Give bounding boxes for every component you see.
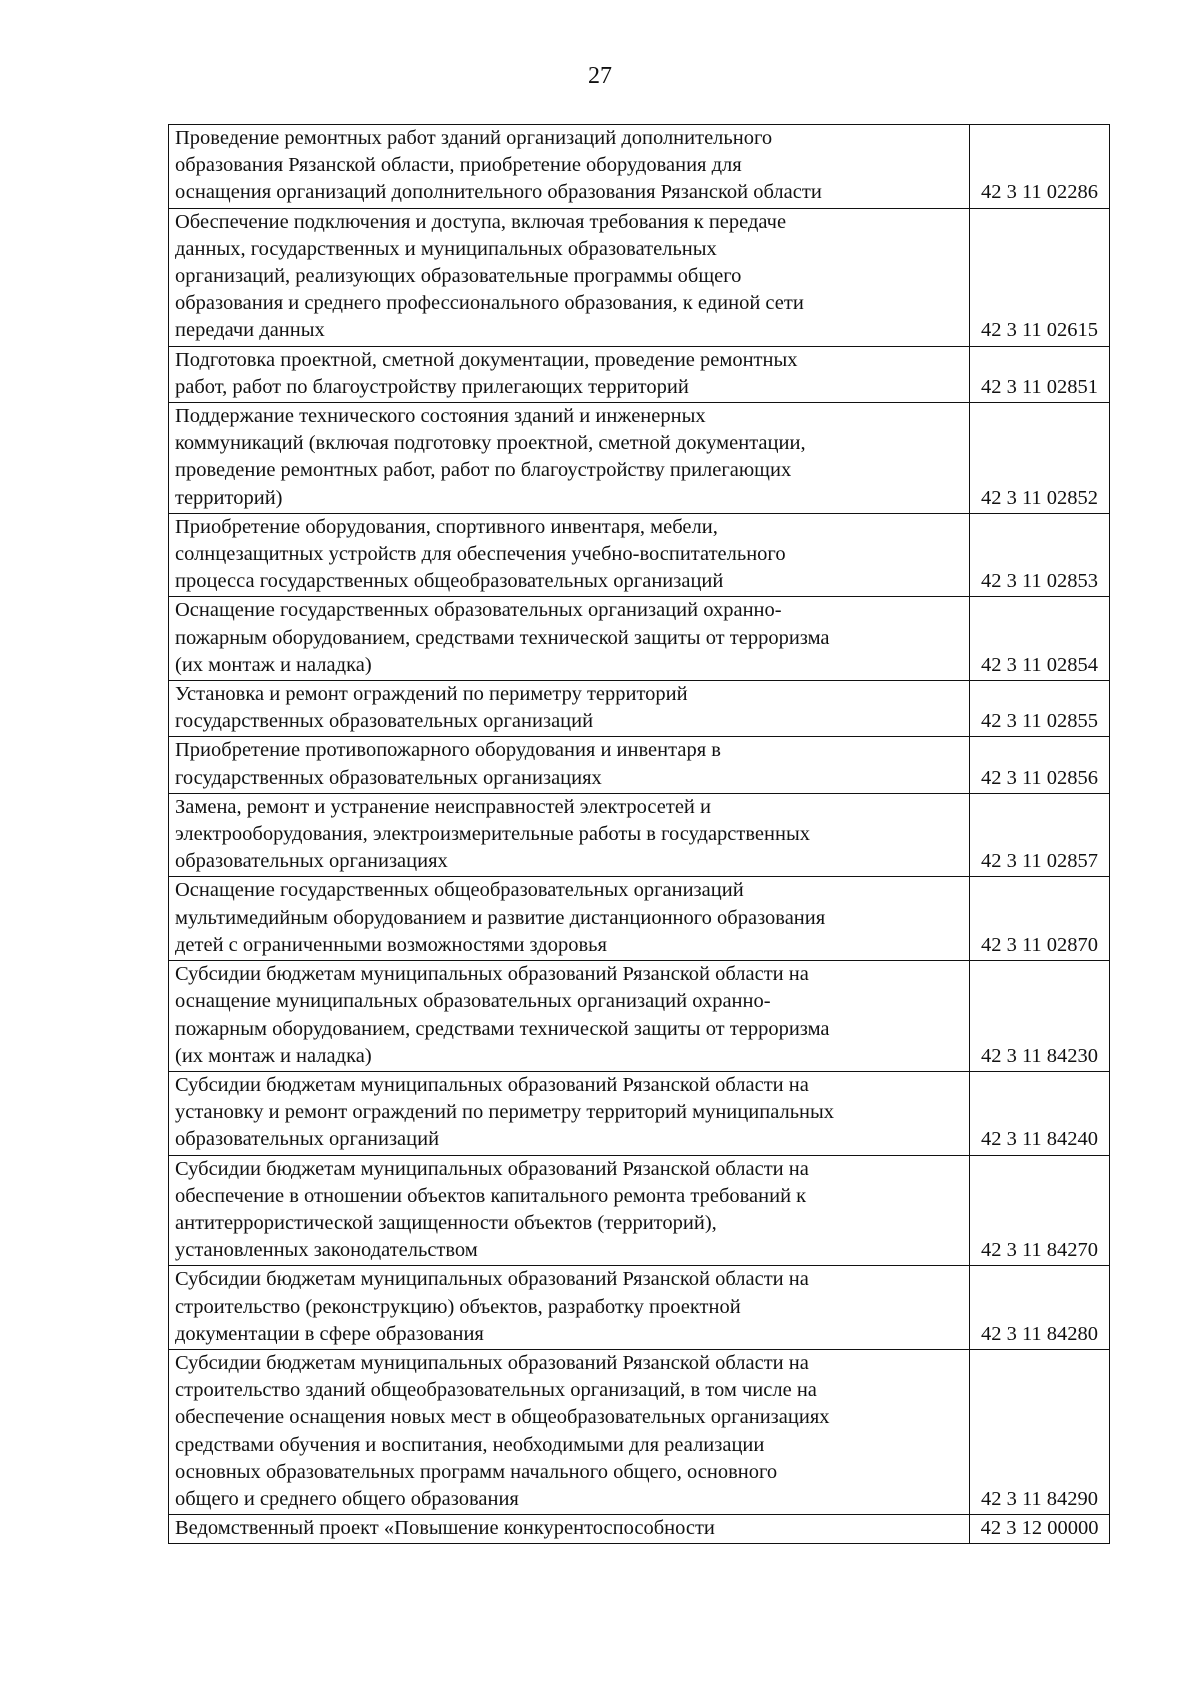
- table-row: [169, 1349, 1110, 1514]
- table-row: [169, 513, 1110, 597]
- row-code-cell: 42 3 12 00000: [970, 1515, 1110, 1544]
- page-number: 27: [588, 63, 612, 89]
- classification-table-body: [169, 125, 1110, 1544]
- row-code-cell: 42 3 11 84280: [970, 1266, 1110, 1350]
- row-name-cell: Субсидии бюджетам муниципальных образований Рязанской области на строительство (реконструкцию) объектов, разработку проектной документации в сфере образования: [169, 1266, 970, 1350]
- table-row: [169, 681, 1110, 737]
- row-code-cell: 42 3 11 02286: [970, 125, 1110, 209]
- row-name-cell: Оснащение государственных образовательных организаций охранно- пожарным оборудованием, средствами технической защиты от терроризма (их монтаж и наладка): [169, 597, 970, 681]
- row-code-cell: 42 3 11 84270: [970, 1155, 1110, 1266]
- table-row: [169, 125, 1110, 209]
- row-name-cell: Обеспечение подключения и доступа, включая требования к передаче данных, государственных и муниципальных образовательных организаций, реализующих образовательные программы общего образования и среднего профессионального образования, к единой сети передачи данных: [169, 208, 970, 346]
- row-code-cell: 42 3 11 02851: [970, 346, 1110, 402]
- row-code-cell: 42 3 11 84290: [970, 1349, 1110, 1514]
- row-name-cell: Замена, ремонт и устранение неисправностей электросетей и электрооборудования, электроизмерительные работы в государственных образовательных организациях: [169, 793, 970, 877]
- table-row: [169, 346, 1110, 402]
- table-row: [169, 877, 1110, 961]
- row-name-cell: Субсидии бюджетам муниципальных образований Рязанской области на установку и ремонт ограждений по периметру территорий муниципальных образовательных организаций: [169, 1071, 970, 1155]
- row-code-cell: 42 3 11 84230: [970, 961, 1110, 1072]
- table-row: [169, 208, 1110, 346]
- table-row: [169, 1515, 1110, 1544]
- row-code-cell: 42 3 11 02855: [970, 681, 1110, 737]
- row-code-cell: 42 3 11 02856: [970, 737, 1110, 793]
- table-row: [169, 793, 1110, 877]
- row-code-cell: 42 3 11 02853: [970, 513, 1110, 597]
- table-row: [169, 737, 1110, 793]
- row-name-cell: Поддержание технического состояния зданий и инженерных коммуникаций (включая подготовку проектной, сметной документации, проведение ремонтных работ, работ по благоустройству прилегающих территорий): [169, 403, 970, 514]
- row-code-cell: 42 3 11 02857: [970, 793, 1110, 877]
- row-name-cell: Проведение ремонтных работ зданий организаций дополнительного образования Рязанской области, приобретение оборудования для оснащения организаций дополнительного образования Рязанской области: [169, 125, 970, 209]
- row-name-cell: Приобретение противопожарного оборудования и инвентаря в государственных образовательных организациях: [169, 737, 970, 793]
- row-name-cell: Субсидии бюджетам муниципальных образований Рязанской области на оснащение муниципальных образовательных организаций охранно- пожарным оборудованием, средствами технической защиты от терроризма (их монтаж и наладка): [169, 961, 970, 1072]
- row-code-cell: 42 3 11 84240: [970, 1071, 1110, 1155]
- table-row: [169, 403, 1110, 514]
- row-code-cell: 42 3 11 02854: [970, 597, 1110, 681]
- row-code-cell: 42 3 11 02615: [970, 208, 1110, 346]
- table-row: [169, 1155, 1110, 1266]
- table-row: [169, 1266, 1110, 1350]
- row-name-cell: Подготовка проектной, сметной документации, проведение ремонтных работ, работ по благоустройству прилегающих территорий: [169, 346, 970, 402]
- table-row: [169, 961, 1110, 1072]
- classification-table: [168, 124, 1110, 1544]
- row-name-cell: Оснащение государственных общеобразовательных организаций мультимедийным оборудованием и развитие дистанционного образования детей с ограниченными возможностями здоровья: [169, 877, 970, 961]
- row-code-cell: 42 3 11 02852: [970, 403, 1110, 514]
- row-code-cell: 42 3 11 02870: [970, 877, 1110, 961]
- table-row: [169, 597, 1110, 681]
- table-row: [169, 1071, 1110, 1155]
- row-name-cell: Субсидии бюджетам муниципальных образований Рязанской области на строительство зданий общеобразовательных организаций, в том числе на обеспечение оснащения новых мест в общеобразовательных организациях средствами обучения и воспитания, необходимыми для реализации основных образовательных программ начального общего, основного общего и среднего общего образования: [169, 1349, 970, 1514]
- row-name-cell: Приобретение оборудования, спортивного инвентаря, мебели, солнцезащитных устройств для обеспечения учебно-воспитательного процесса государственных общеобразовательных организаций: [169, 513, 970, 597]
- row-name-cell: Субсидии бюджетам муниципальных образований Рязанской области на обеспечение в отношении объектов капитального ремонта требований к антитеррористической защищенности объектов (территорий), установленных законодательством: [169, 1155, 970, 1266]
- row-name-cell: Установка и ремонт ограждений по периметру территорий государственных образовательных организаций: [169, 681, 970, 737]
- row-name-cell: Ведомственный проект «Повышение конкурентоспособности: [169, 1515, 970, 1544]
